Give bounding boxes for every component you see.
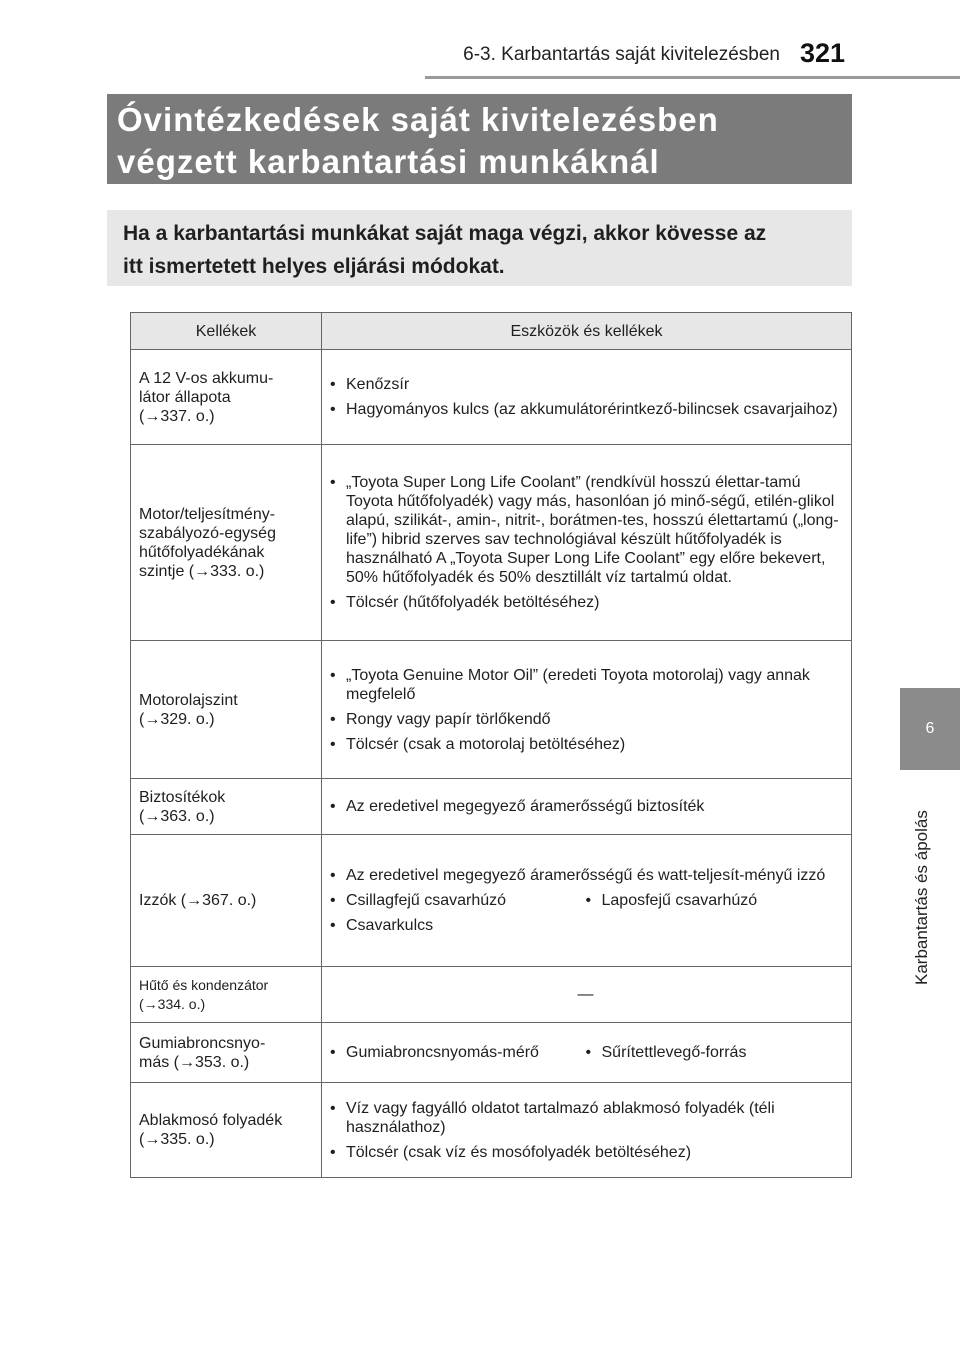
- tool-list-item: [586, 1043, 842, 1062]
- section-header: 6-3. Karbantartás saját kivitelezésben: [463, 44, 780, 65]
- tool-list-item: [330, 400, 841, 419]
- table-row: [131, 967, 852, 1023]
- tool-pair: [330, 891, 841, 910]
- supply-item-line: Ablakmosó folyadék: [139, 1112, 283, 1129]
- page-number: 321: [800, 38, 846, 68]
- tool-list-item: [330, 1043, 586, 1062]
- supply-item-line: Gumiabroncsnyo-: [139, 1034, 266, 1052]
- tools-cell: [322, 1083, 852, 1178]
- column-header-items: Kellékek: [131, 313, 322, 350]
- intro-line: Ha a karbantartási munkákat saját maga végzi, akkor kövesse az: [123, 222, 767, 245]
- intro-line: itt ismertetett helyes eljárási módokat.: [123, 255, 505, 278]
- tool-text: Csavarkulcs: [346, 917, 434, 934]
- tool-list-item: [330, 593, 841, 612]
- supply-item-line: Hűtő és kondenzátor: [139, 976, 269, 993]
- tool-list-item: [586, 891, 842, 910]
- table-row: [131, 779, 852, 835]
- table-row: [131, 1083, 852, 1178]
- table-row: [131, 350, 852, 445]
- tool-text: Tölcsér (csak víz és mosófolyadék betöltéséhez): [346, 1143, 692, 1161]
- tool-text: Tölcsér (csak a motorolaj betöltéséhez): [346, 735, 626, 753]
- tool-pair: [330, 1043, 841, 1062]
- supply-item-cell: [131, 967, 322, 1023]
- tool-list-item: [330, 473, 841, 587]
- supply-item-cell: [131, 835, 322, 967]
- tool-list-item: [330, 710, 841, 729]
- tool-text: Víz vagy fagyálló oldatot tartalmazó ablakmosó folyadék (téli használathoz): [346, 1099, 775, 1136]
- tool-list-item: [330, 1099, 841, 1137]
- bullet-mark: •: [330, 710, 336, 728]
- bullet-mark: •: [585, 892, 592, 909]
- supply-item-line: szabályozó-egység: [139, 524, 276, 542]
- table-row: [131, 1023, 852, 1083]
- supplies-table: [130, 312, 852, 1178]
- supply-item-line: (→363. o.): [139, 807, 215, 825]
- supply-item-line: látor állapota: [139, 388, 231, 406]
- tool-text: Hagyományos kulcs (az akkumulátorérintkező-bilincsek csavarjaihoz): [346, 401, 838, 418]
- tool-list-item: [330, 797, 841, 816]
- supply-item-line: Biztosítékok: [139, 788, 226, 806]
- supply-item-line: szintje (→333. o.): [139, 562, 265, 580]
- tools-cell: [322, 1023, 852, 1083]
- tool-list-item: [330, 666, 841, 704]
- bullet-mark: •: [330, 474, 336, 491]
- tools-cell: [322, 445, 852, 641]
- tools-cell: [322, 779, 852, 835]
- supply-item-cell: [131, 1083, 322, 1178]
- page-title-line: végzett karbantartási munkáknál: [117, 143, 660, 180]
- tool-text: „Toyota Super Long Life Coolant” (rendkívül hosszú élettar-tamú Toyota hűtőfolyadék) vagy más, hasonlóan jó minő-ségű, etilén-glikol alapú, szilikát-, amin-, nitrit-, borátmen-tes, hosszú élettartamú („long-life”) hibrid szerves sav technológiával készült hűtőfolyadék is használható A „Toyota Super Long Life Coolant” egy előre bekevert, 50% hűtőfolyadék és 50% desztillált víz tartalmú oldat.: [346, 474, 839, 586]
- tool-text: „Toyota Genuine Motor Oil” (eredeti Toyota motorolaj) vagy annak megfelelő: [346, 666, 810, 703]
- supply-item-cell: [131, 350, 322, 445]
- bullet-mark: •: [330, 1044, 336, 1061]
- bullet-mark: •: [585, 1044, 592, 1061]
- column-header-tools: Eszközök és kellékek: [322, 313, 852, 350]
- table-header-row: [131, 313, 852, 350]
- tools-cell: [322, 967, 852, 1023]
- bullet-mark: •: [330, 892, 336, 909]
- no-tools-dash: —: [577, 986, 594, 1003]
- supply-item-line: más (→353. o.): [139, 1053, 250, 1071]
- supply-item-line: (→337. o.): [139, 407, 215, 425]
- table-row: [131, 835, 852, 967]
- chapter-side-label: Karbantartás és ápolás: [912, 810, 931, 985]
- tools-cell: [322, 350, 852, 445]
- tool-text: Csillagfejű csavarhúzó: [346, 892, 507, 909]
- supply-item-line: Motorolajszint: [139, 691, 238, 709]
- supply-item-cell: [131, 641, 322, 779]
- page-title: [107, 94, 852, 184]
- bullet-mark: •: [330, 867, 336, 884]
- supply-item-line: hűtőfolyadékának: [139, 543, 265, 561]
- supply-item-line: (→329. o.): [139, 710, 215, 728]
- bullet-mark: •: [330, 917, 336, 934]
- chapter-tab: 6: [900, 688, 960, 770]
- tool-list-item: [330, 1143, 841, 1162]
- tool-list-item: [330, 866, 841, 885]
- tools-cell: [322, 835, 852, 967]
- header-rule: [425, 76, 960, 79]
- bullet-mark: •: [330, 666, 336, 684]
- tool-list-item: [330, 891, 586, 910]
- tool-text: Rongy vagy papír törlőkendő: [346, 710, 551, 728]
- bullet-mark: •: [330, 376, 336, 393]
- supply-item-line: (→334. o.): [139, 995, 206, 1012]
- tools-cell: [322, 641, 852, 779]
- tool-text: Az eredetivel megegyező áramerősségű és watt-teljesít-ményű izzó: [346, 867, 826, 884]
- supply-item-line: Motor/teljesítmény-: [139, 505, 276, 523]
- supply-item-cell: [131, 1023, 322, 1083]
- bullet-mark: •: [330, 798, 336, 815]
- tool-text: Kenőzsír: [346, 376, 410, 393]
- bullet-mark: •: [330, 1143, 336, 1161]
- tool-text: Az eredetivel megegyező áramerősségű biztosíték: [346, 798, 705, 815]
- intro-text: [107, 210, 852, 286]
- tool-list-item: [330, 916, 841, 935]
- supply-item-cell: [131, 445, 322, 641]
- table-row: [131, 641, 852, 779]
- bullet-mark: •: [330, 594, 336, 611]
- bullet-mark: •: [330, 1099, 336, 1117]
- bullet-mark: •: [330, 401, 336, 418]
- page-title-line: Óvintézkedések saját kivitelezésben: [117, 101, 719, 138]
- supply-item-line: Izzók (→367. o.): [139, 892, 257, 909]
- supply-item-line: (→335. o.): [139, 1131, 215, 1148]
- tool-list-item: [330, 735, 841, 754]
- table-row: [131, 445, 852, 641]
- supply-item-line: A 12 V-os akkumu-: [139, 369, 274, 387]
- tool-text: Tölcsér (hűtőfolyadék betöltéséhez): [346, 594, 600, 611]
- tool-list-item: [330, 375, 841, 394]
- supply-item-cell: [131, 779, 322, 835]
- tool-text: Gumiabroncsnyomás-mérő: [346, 1044, 539, 1061]
- tool-text: Sűrítettlevegő-forrás: [601, 1044, 747, 1061]
- tool-text: Laposfejű csavarhúzó: [601, 892, 758, 909]
- bullet-mark: •: [330, 735, 336, 753]
